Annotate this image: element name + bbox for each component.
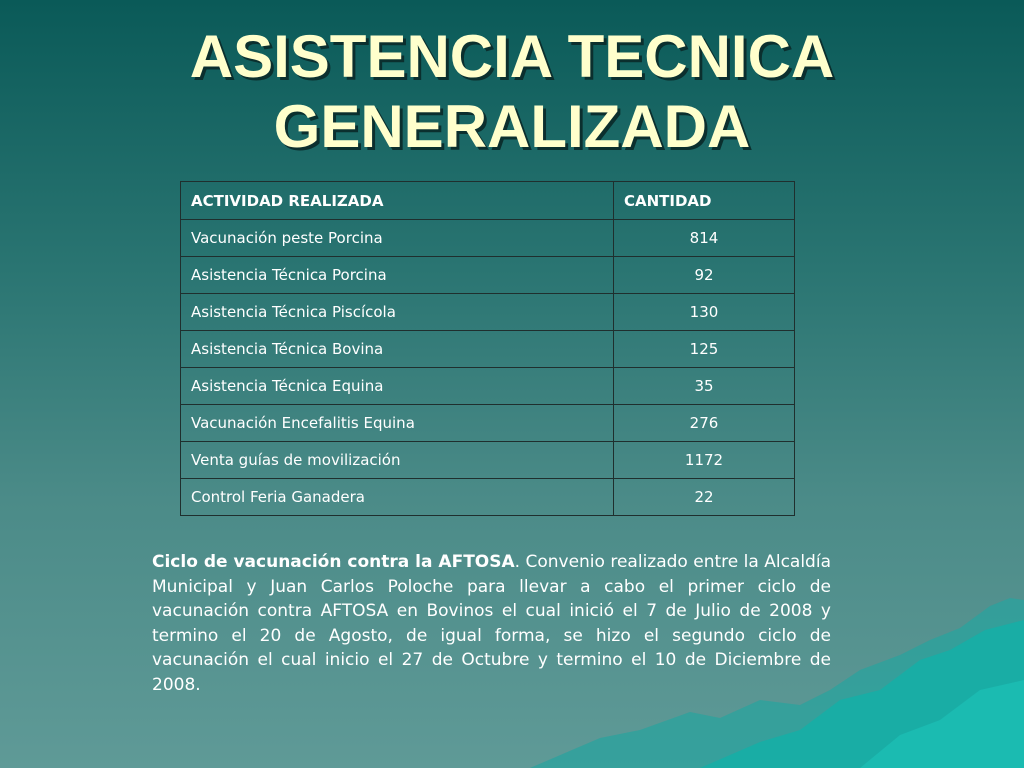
quantity-cell: 125 [614,331,795,368]
activity-cell: Vacunación peste Porcina [181,220,614,257]
paragraph-body: . Convenio realizado entre la Alcaldía Municipal y Juan Carlos Poloche para llevar a cabo el primer ciclo de vacunación contra AFTOSA en Bovinos el cual inició el 7 de Julio de 2008 y termino el 20 de Agosto, de igual forma, se hizo el segundo ciclo de vacunación el cual inicio el 27 de Octubre y termino el 10 de Diciembre de 2008. [152,552,831,695]
quantity-cell: 130 [614,294,795,331]
table-row [181,220,795,257]
activity-cell: Asistencia Técnica Equina [181,368,614,405]
quantity-cell: 22 [614,479,795,516]
activity-cell: Asistencia Técnica Porcina [181,257,614,294]
title-line-2: GENERALIZADA [273,93,751,160]
table-row [181,331,795,368]
quantity-cell: 92 [614,257,795,294]
table-row [181,294,795,331]
activity-cell: Asistencia Técnica Bovina [181,331,614,368]
paragraph-lead: Ciclo de vacunación contra la AFTOSA [152,552,515,572]
activity-cell: Vacunación Encefalitis Equina [181,405,614,442]
activity-cell: Venta guías de movilización [181,442,614,479]
table-row [181,257,795,294]
quantity-cell: 35 [614,368,795,405]
quantity-cell: 814 [614,220,795,257]
table-row [181,442,795,479]
quantity-cell: 276 [614,405,795,442]
title-line-1: ASISTENCIA TECNICA [189,23,835,90]
header-quantity: CANTIDAD [614,182,795,220]
table-header-row [181,182,795,220]
table-row [181,479,795,516]
table-row [181,405,795,442]
aftosa-paragraph [152,550,831,697]
header-activity: ACTIVIDAD REALIZADA [181,182,614,220]
table-row [181,368,795,405]
activities-table [180,181,795,516]
quantity-cell: 1172 [614,442,795,479]
page-title [0,22,1024,162]
activity-cell: Control Feria Ganadera [181,479,614,516]
activity-cell: Asistencia Técnica Piscícola [181,294,614,331]
